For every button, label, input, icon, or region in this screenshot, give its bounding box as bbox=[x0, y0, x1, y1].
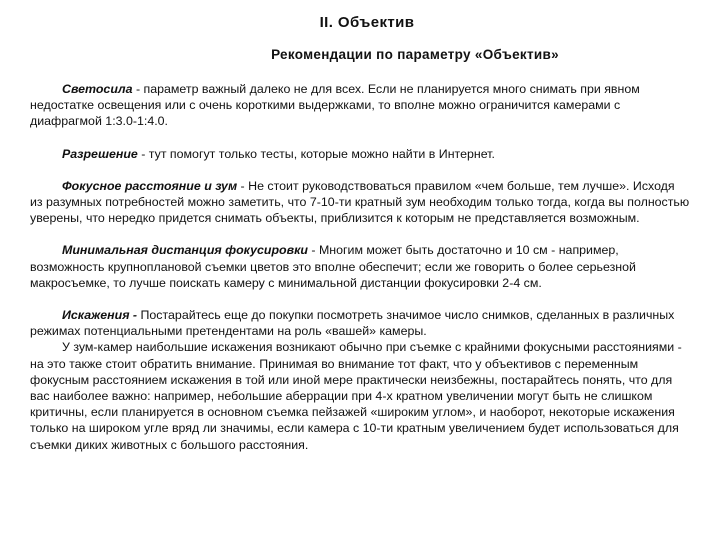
term-distortion: Искажения - bbox=[62, 308, 138, 323]
paragraph-min-focus bbox=[30, 242, 690, 291]
section-title: II. Объектив bbox=[319, 14, 415, 31]
text-aperture: - параметр важный далеко не для всех. Если не планируется много снимать при явном недостатке освещения или с очень короткими выдержками, то вполне можно ограничится камерами с диафрагмой 1:3.0-1:4.0. bbox=[30, 82, 640, 129]
term-min-focus: Минимальная дистанция фокусировки bbox=[62, 243, 308, 258]
term-resolution: Разрешение bbox=[62, 146, 138, 161]
text-distortion: Постарайтесь еще до покупки посмотреть значимое число снимков, сделанных в различных режимах потенциальными претендентами на роль «вашей» камеры. bbox=[30, 308, 675, 339]
paragraph-distortion bbox=[30, 307, 690, 339]
text-resolution: - тут помогут только тесты, которые можно найти в Интернет. bbox=[137, 146, 495, 161]
term-aperture: Светосила bbox=[62, 82, 133, 96]
section-subtitle: Рекомендации по параметру «Объектив» bbox=[271, 47, 559, 62]
paragraph-resolution bbox=[30, 146, 690, 162]
text-focal-length: - Не стоит руководствоваться правилом «чем больше, тем лучше». Исходя из разумных потребностей можно заметить, что 7-10-ти кратный зум необходим только тогда, когда вы полностью уверены, что нередко придется снимать объекты, приблизится к которым не представляется возможным. bbox=[30, 178, 690, 226]
paragraph-focal-length bbox=[30, 178, 690, 227]
paragraph-aperture bbox=[30, 81, 690, 130]
text-min-focus: - Многим может быть достаточно и 10 см - например, возможность крупноплановой съемки цветов это вполне обеспечит; если же говорить о более серьезной макросъемке, то лучше поискать камеру с минимальной дистанции фокусировки 2-4 см. bbox=[30, 243, 636, 290]
paragraph-zoom-distortion: У зум-камер наибольшие искажения возникают обычно при съемке с крайними фокусными расстояниями - на это также стоит обратить внимание. Принимая во внимание тот факт, что у объективов с переменным фокусным расстоянием искажения в той или иной мере практически неизбежны, постарайтесь понять, что для вас наиболее важно: например, небольшие аберрации при 4-х кратном увеличении могут быть не слишком критичны, если планируется в основном съемка пейзажей «широким углом», и наоборот, некоторые искажения только на широком угле вряд ли значимы, если камера с 10-ти кратным увеличением будет использоваться для съемки диких животных с большого расстояния. bbox=[30, 340, 682, 452]
term-focal-length: Фокусное расстояние и зум bbox=[62, 178, 238, 193]
